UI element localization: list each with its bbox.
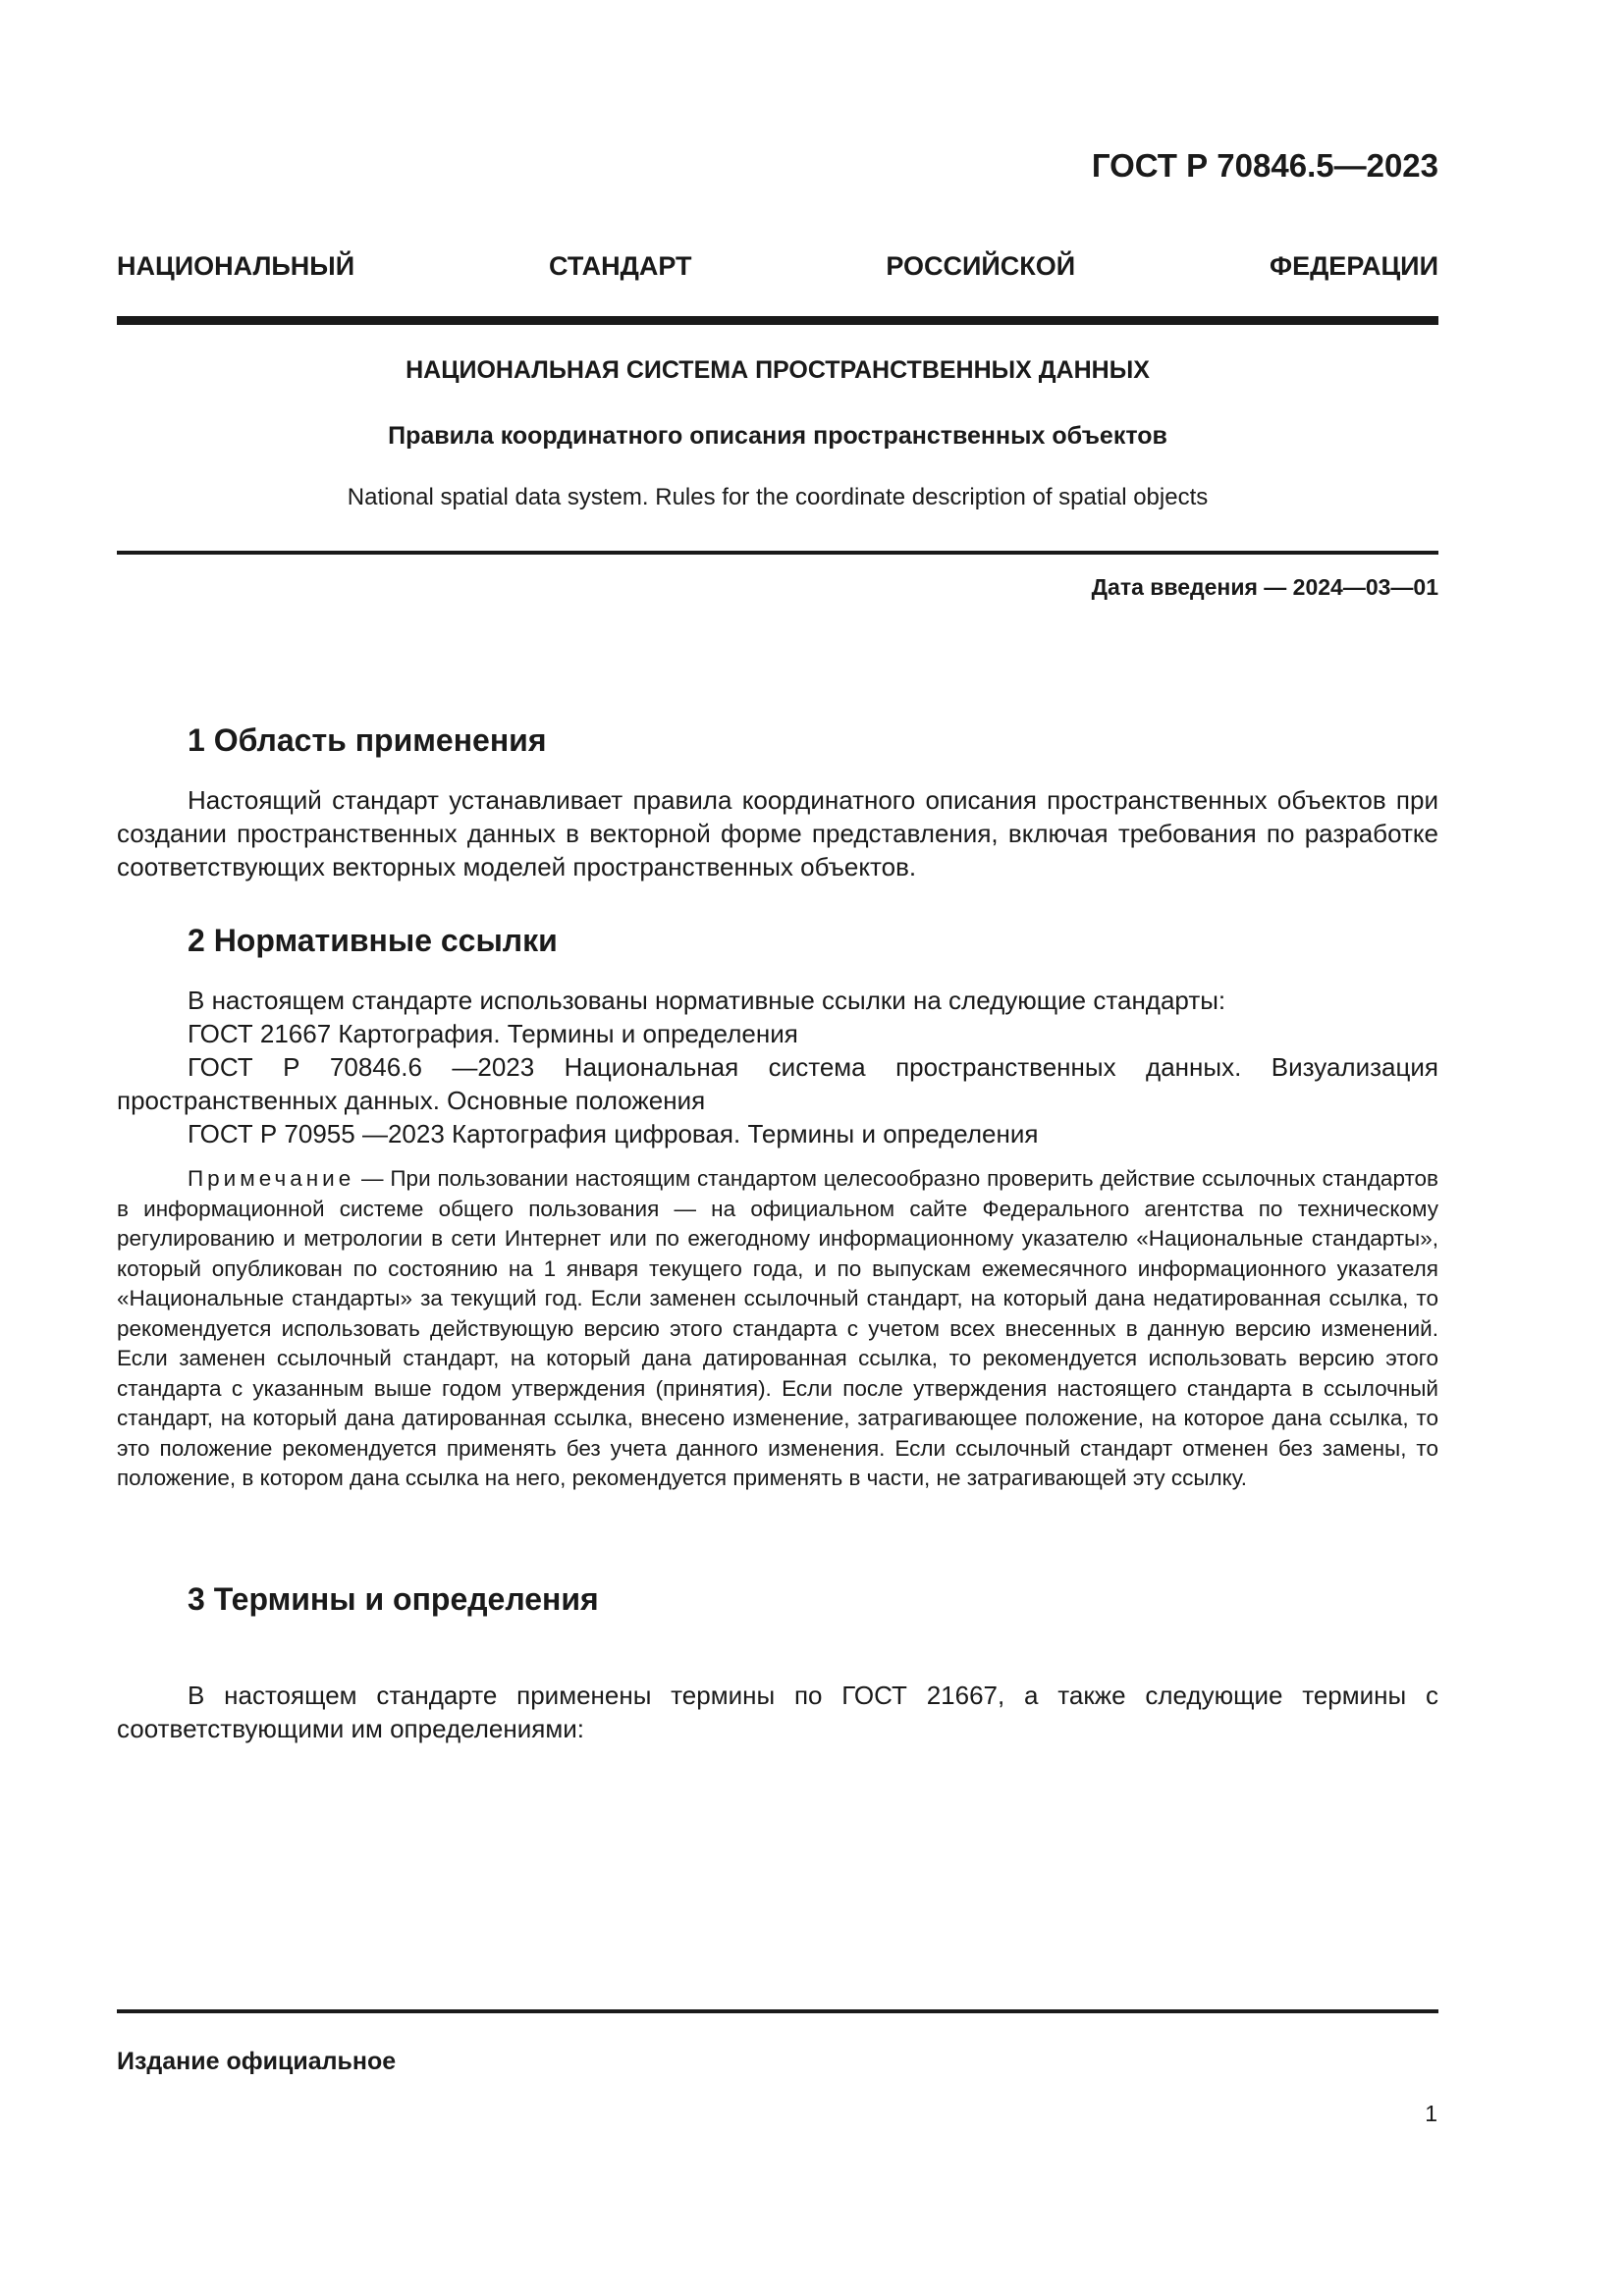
- footer-divider: [117, 2009, 1438, 2013]
- scope-paragraph: Настоящий стандарт устанавливает правила координатного описания пространственных объектов при создании пространственных данных в векторной форме представления, включая требования по разработке соответствующих векторных моделей пространственных объектов.: [117, 785, 1438, 881]
- references-intro: В настоящем стандарте использованы нормативные ссылки на следующие стандарты:: [188, 986, 1226, 1015]
- reference-item: ГОСТ Р 70955 —2023 Картография цифровая. Термины и определения: [188, 1119, 1039, 1148]
- national-standard-banner: НАЦИОНАЛЬНЫЙ СТАНДАРТ РОССИЙСКОЙ ФЕДЕРАЦИИ: [117, 251, 1438, 281]
- english-title: National spatial data system. Rules for the coordinate description of spatial objects: [347, 484, 1209, 510]
- standard-code: ГОСТ Р 70846.5—2023: [1091, 147, 1438, 184]
- introduction-date: Дата введения — 2024—03—01: [1091, 574, 1438, 600]
- page-number: 1: [1425, 2101, 1437, 2126]
- references-note: [117, 1164, 1438, 1494]
- official-edition-label: Издание официальное: [117, 2048, 397, 2075]
- section-heading-scope: 1 Область применения: [188, 722, 547, 758]
- reference-item: ГОСТ 21667 Картография. Термины и определения: [188, 1019, 798, 1048]
- note-label: Примечание: [188, 1166, 355, 1191]
- section-heading-terms: 3 Термины и определения: [188, 1581, 599, 1617]
- section-heading-references: 2 Нормативные ссылки: [188, 923, 558, 958]
- document-subtitle: Правила координатного описания пространственных объектов: [388, 422, 1167, 450]
- title-divider: [117, 551, 1438, 555]
- references-block: [117, 984, 1438, 1150]
- header-divider: [117, 316, 1438, 325]
- reference-item: ГОСТ Р 70846.6 —2023 Национальная система пространственных данных. Визуализация пространственных данных. Основные положения: [117, 1052, 1438, 1115]
- system-title: НАЦИОНАЛЬНАЯ СИСТЕМА ПРОСТРАНСТВЕННЫХ ДАННЫХ: [406, 356, 1150, 384]
- note-text: — При пользовании настоящим стандартом целесообразно проверить действие ссылочных стандартов в информационной системе общего пользования — на официальном сайте Федерального агентства по техническому регулированию и метрологии в сети Интернет или по ежегодному информационному указателю «Национальные стандарты», который опубликован по состоянию на 1 января текущего года, и по выпускам ежемесячного информационного указателя «Национальные стандарты» за текущий год. Если заменен ссылочный стандарт, на который дана недатированная ссылка, то рекомендуется использовать действующую версию этого стандарта с учетом всех внесенных в данную версию изменений. Если заменен ссылочный стандарт, на который дана датированная ссылка, то рекомендуется использовать версию этого стандарта с указанным выше годом утверждения (принятия). Если после утверждения настоящего стандарта в ссылочный стандарт, на который дана датированная ссылка, внесено изменение, затрагивающее положение, на которое дана ссылка, то это положение рекомендуется применять без учета данного изменения. Если ссылочный стандарт отменен без замены, то положение, в котором дана ссылка на него, рекомендуется применять в части, не затрагивающей эту ссылку.: [117, 1166, 1438, 1490]
- terms-paragraph: В настоящем стандарте применены термины по ГОСТ 21667, а также следующие термины с соответствующими им определениями:: [117, 1681, 1438, 1743]
